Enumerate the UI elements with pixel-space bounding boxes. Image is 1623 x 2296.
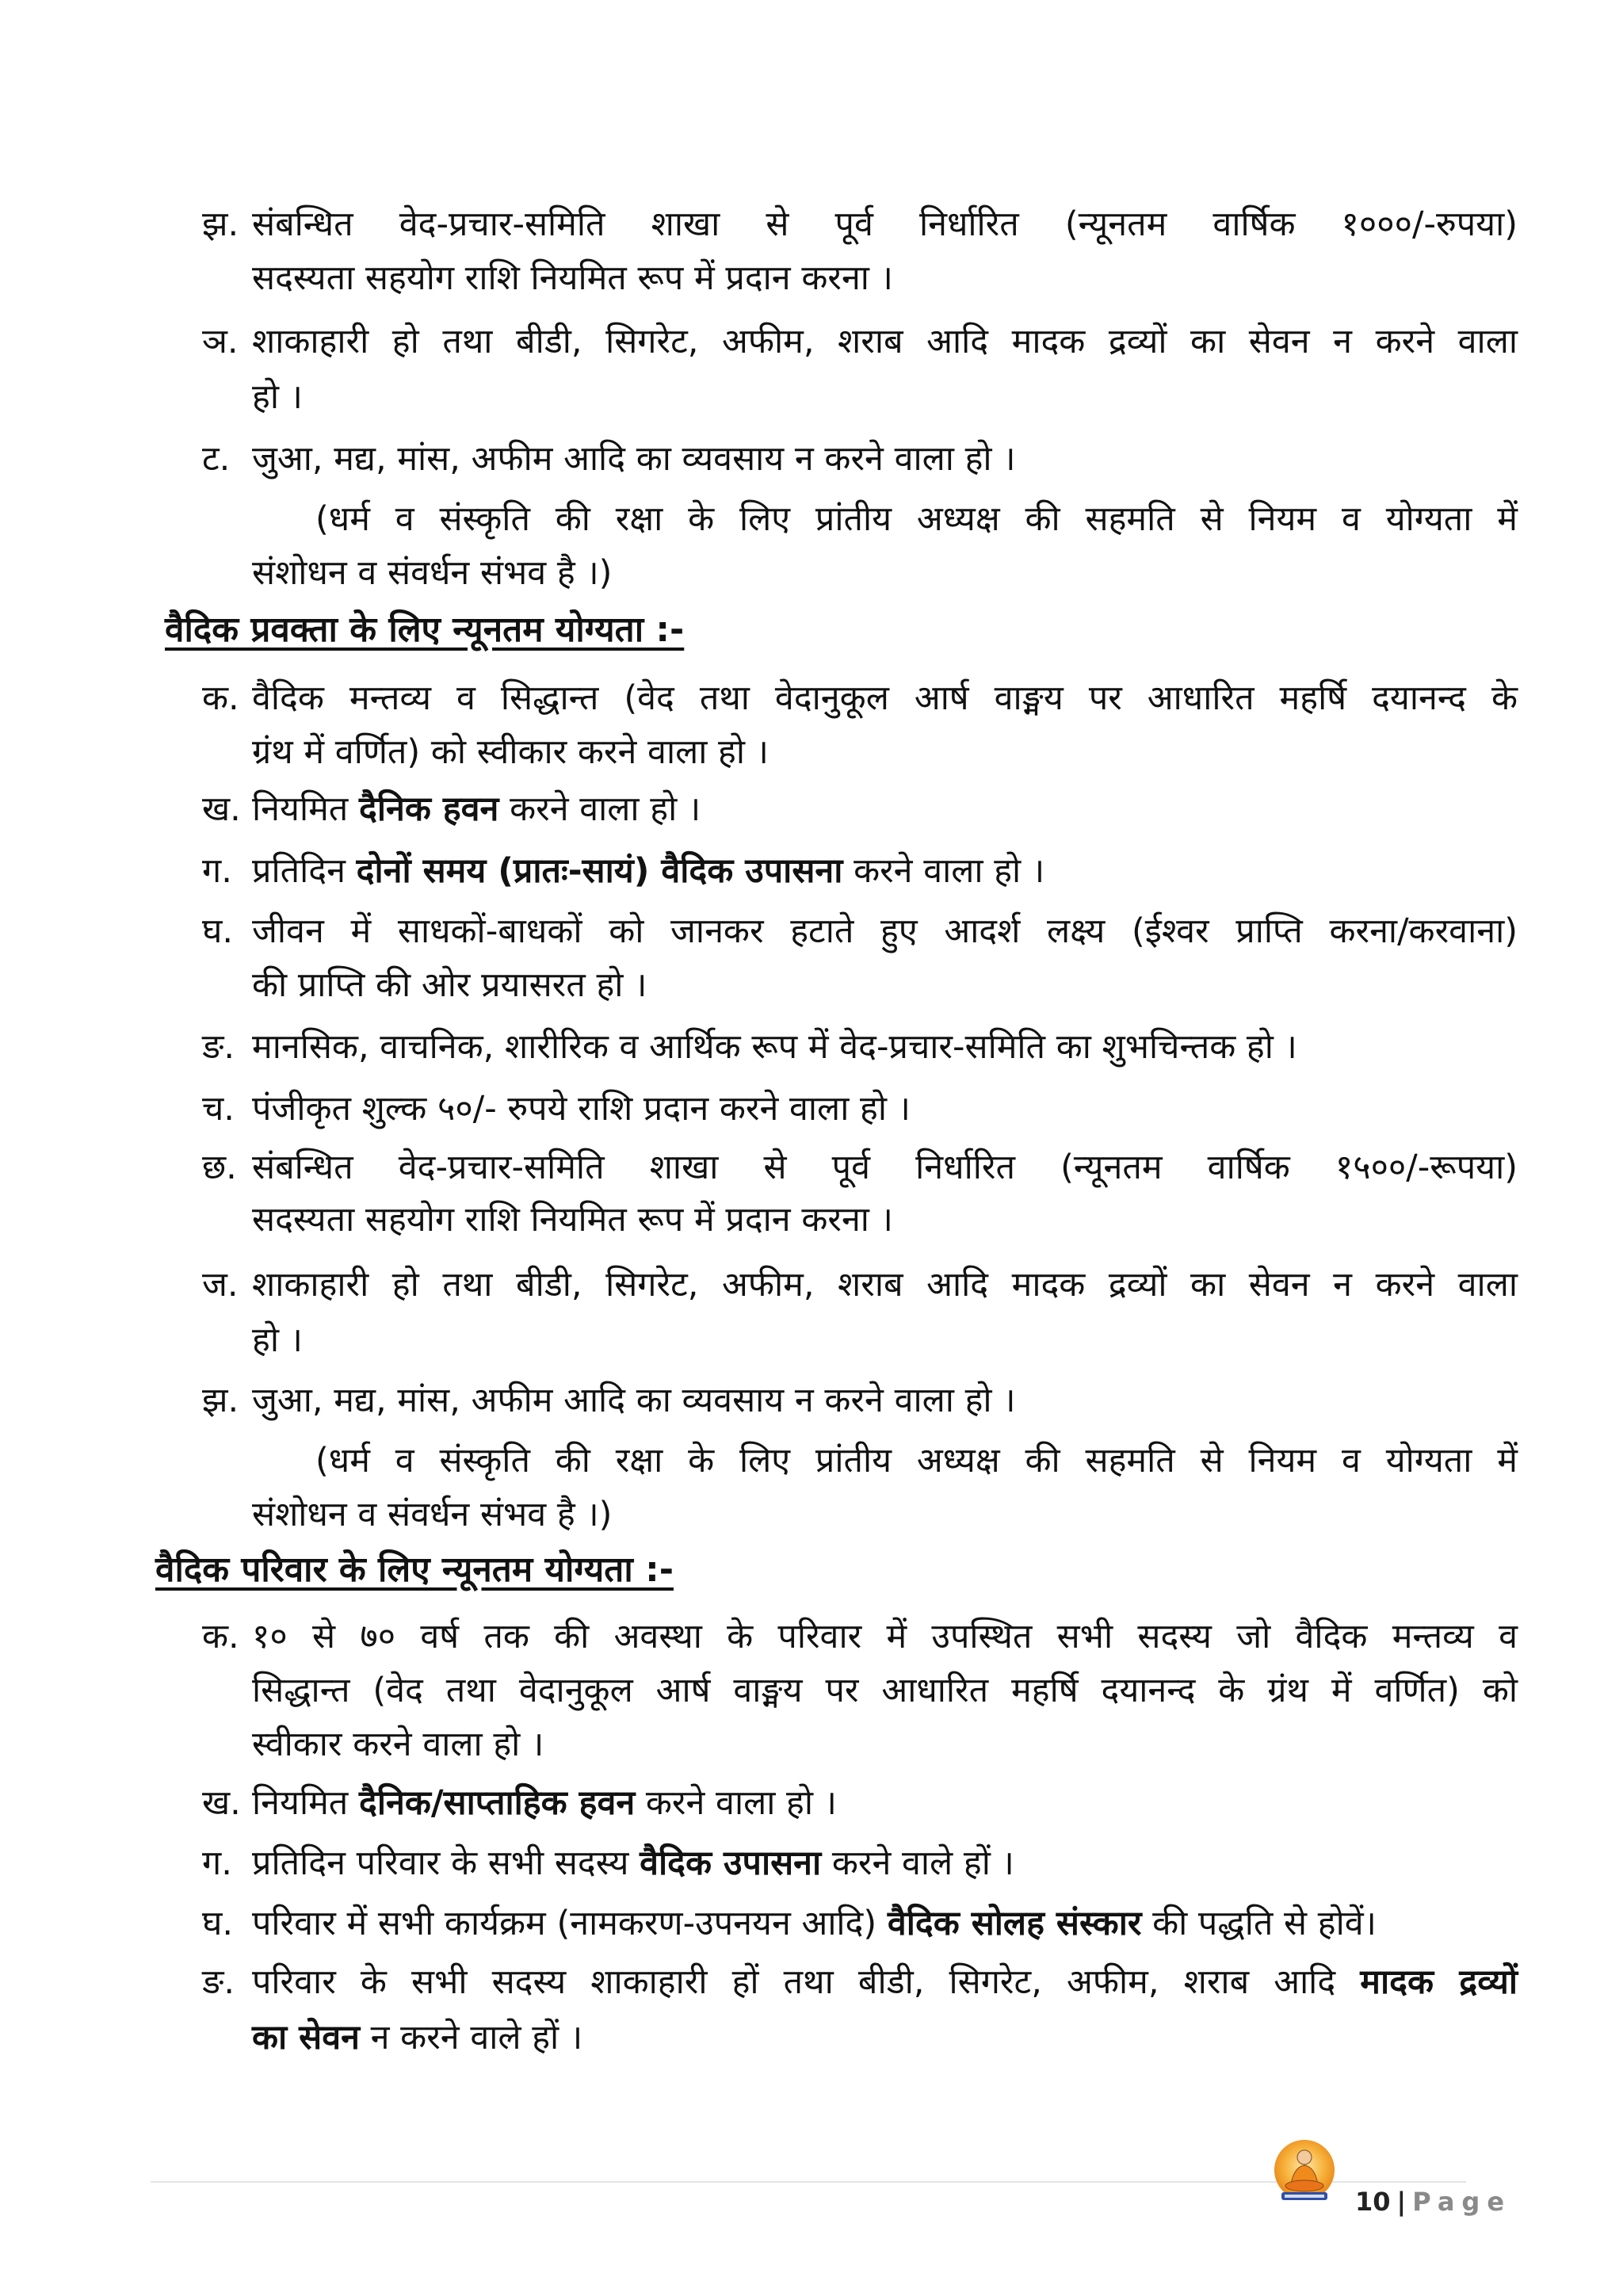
item-text: वैदिक मन्तव्य व सिद्धान्त (वेद तथा वेदानुकूल आर्ष वाङ्मय पर आधारित महर्षि दयानन्द के bbox=[252, 678, 1518, 718]
item-marker: ङ. bbox=[202, 1027, 235, 1067]
list-item bbox=[202, 1612, 1518, 1661]
item-marker: ग. bbox=[202, 1843, 232, 1883]
item-text: प्रतिदिन bbox=[252, 851, 357, 891]
item-text: मानसिक, वाचनिक, शारीरिक व आर्थिक रूप में वेद-प्रचार-समिति का शुभचिन्तक हो । bbox=[252, 1027, 1297, 1067]
item-text: पंजीकृत शुल्क ५०/- रुपये राशि प्रदान करने वाला हो । bbox=[252, 1089, 911, 1129]
item-marker: क. bbox=[202, 678, 239, 718]
page-number-separator: | bbox=[1396, 2187, 1407, 2217]
item-text: शाकाहारी हो तथा बीडी, सिगरेट, अफीम, शराब आदि मादक द्रव्यों का सेवन न करने वाला bbox=[252, 1265, 1518, 1305]
item-text: संबन्धित वेद-प्रचार-समिति शाखा से पूर्व निर्धारित (न्यूनतम वार्षिक १५००/-रूपया) bbox=[252, 1148, 1518, 1187]
item-text-continued bbox=[252, 2013, 1518, 2062]
item-text-continued: सदस्यता सहयोग राशि नियमित रूप में प्रदान करना । bbox=[252, 1200, 893, 1240]
item-marker: ज. bbox=[202, 1265, 239, 1305]
list-item bbox=[202, 317, 1518, 366]
list-item bbox=[202, 200, 1518, 249]
list-item bbox=[202, 1376, 1518, 1425]
list-item bbox=[202, 1839, 1518, 1888]
list-item bbox=[202, 1958, 1518, 2007]
note-text: (धर्म व संस्कृति की रक्षा के लिए प्रांतीय अध्यक्ष की सहमति से नियम व योग्यता में bbox=[315, 499, 1518, 539]
meditating-figure-icon bbox=[1270, 2138, 1338, 2206]
item-text: करने वाले हों । bbox=[821, 1843, 1014, 1883]
note-text-continued: संशोधन व संवर्धन संभव है ।) bbox=[252, 1495, 613, 1534]
item-marker: ख. bbox=[202, 789, 241, 829]
item-marker: ट. bbox=[202, 439, 231, 479]
page-label: Page bbox=[1412, 2187, 1512, 2217]
note-text-continued: संशोधन व संवर्धन संभव है ।) bbox=[252, 553, 613, 593]
list-item bbox=[202, 785, 1518, 834]
item-text-continued: ग्रंथ में वर्णित) को स्वीकार करने वाला हो । bbox=[252, 732, 769, 772]
item-text-bold: दैनिक/साप्ताहिक हवन bbox=[358, 1783, 636, 1823]
item-marker: ख. bbox=[202, 1783, 241, 1823]
item-text: जीवन में साधकों-बाधकों को जानकर हटाते हुए आदर्श लक्ष्य (ईश्वर प्राप्ति करना/करवाना) bbox=[252, 911, 1518, 951]
list-item bbox=[202, 1260, 1518, 1309]
item-text: करने वाला हो । bbox=[842, 851, 1045, 891]
list-item bbox=[202, 674, 1518, 723]
page-number-value: 10 bbox=[1355, 2187, 1391, 2217]
item-text-continued: हो । bbox=[252, 377, 303, 417]
item-text-continued: सदस्यता सहयोग राशि नियमित रूप में प्रदान करना । bbox=[252, 258, 893, 298]
page-number bbox=[1355, 2186, 1511, 2218]
item-text-continued: सिद्धान्त (वेद तथा वेदानुकूल आर्ष वाङ्मय पर आधारित महर्षि दयानन्द के ग्रंथ में वर्णित) को bbox=[252, 1671, 1518, 1710]
list-item bbox=[202, 1899, 1518, 1948]
item-text: की पद्धति से होवें। bbox=[1141, 1904, 1377, 1943]
item-marker: ङ. bbox=[202, 1962, 235, 2002]
item-text: नियमित bbox=[252, 1783, 359, 1823]
item-marker: ग. bbox=[202, 851, 232, 891]
item-text-continued: की प्राप्ति की ओर प्रयासरत हो । bbox=[252, 965, 647, 1005]
item-marker: घ. bbox=[202, 1904, 234, 1943]
list-item bbox=[202, 1143, 1518, 1192]
item-text-bold: का सेवन bbox=[252, 2018, 360, 2057]
item-marker: च. bbox=[202, 1089, 235, 1129]
item-text: परिवार के सभी सदस्य शाकाहारी हों तथा बीडी, सिगरेट, अफीम, शराब आदि bbox=[252, 1962, 1361, 2002]
list-item bbox=[202, 1022, 1518, 1072]
item-text-bold: वैदिक उपासना bbox=[640, 1843, 822, 1883]
item-marker: ञ. bbox=[202, 322, 239, 361]
list-item bbox=[202, 434, 1518, 483]
item-marker: क. bbox=[202, 1617, 239, 1656]
item-text: न करने वाले हों । bbox=[359, 2018, 583, 2057]
item-text: करने वाला हो । bbox=[635, 1783, 837, 1823]
note-text: (धर्म व संस्कृति की रक्षा के लिए प्रांतीय अध्यक्ष की सहमति से नियम व योग्यता में bbox=[315, 1441, 1518, 1480]
item-marker: झ. bbox=[202, 204, 239, 244]
item-text: नियमित bbox=[252, 789, 359, 829]
item-text: संबन्धित वेद-प्रचार-समिति शाखा से पूर्व निर्धारित (न्यूनतम वार्षिक १०००/-रुपया) bbox=[252, 204, 1518, 244]
section-heading: वैदिक परिवार के लिए न्यूनतम योग्यता :- bbox=[155, 1549, 674, 1590]
footer-divider bbox=[151, 2181, 1466, 2183]
list-item bbox=[202, 1084, 1518, 1133]
section-heading: वैदिक प्रवक्ता के लिए न्यूनतम योग्यता :- bbox=[165, 609, 685, 650]
item-text-bold: दोनों समय (प्रातः-सायं) वैदिक उपासना bbox=[356, 851, 843, 891]
item-text-bold: दैनिक हवन bbox=[358, 789, 499, 829]
list-item bbox=[202, 907, 1518, 956]
item-text: प्रतिदिन परिवार के सभी सदस्य bbox=[252, 1843, 640, 1883]
item-marker: झ. bbox=[202, 1381, 239, 1420]
item-text: शाकाहारी हो तथा बीडी, सिगरेट, अफीम, शराब आदि मादक द्रव्यों का सेवन न करने वाला bbox=[252, 322, 1518, 361]
item-text: जुआ, मद्य, मांस, अफीम आदि का व्यवसाय न करने वाला हो । bbox=[252, 1381, 1016, 1420]
organization-logo bbox=[1270, 2138, 1338, 2206]
item-text-continued: हो । bbox=[252, 1320, 303, 1360]
item-text: करने वाला हो । bbox=[498, 789, 701, 829]
item-text: १० से ७० वर्ष तक की अवस्था के परिवार में उपस्थित सभी सदस्य जो वैदिक मन्तव्य व bbox=[252, 1617, 1518, 1656]
item-marker: घ. bbox=[202, 911, 234, 951]
item-text-bold: मादक द्रव्यों bbox=[1360, 1962, 1518, 2002]
list-item bbox=[202, 1778, 1518, 1828]
item-marker: छ. bbox=[202, 1148, 237, 1187]
list-item bbox=[202, 846, 1518, 896]
item-text: जुआ, मद्य, मांस, अफीम आदि का व्यवसाय न करने वाला हो । bbox=[252, 439, 1016, 479]
item-text: परिवार में सभी कार्यक्रम (नामकरण-उपनयन आदि) bbox=[252, 1904, 888, 1943]
item-text-bold: वैदिक सोलह संस्कार bbox=[887, 1904, 1142, 1943]
item-text-continued: स्वीकार करने वाला हो । bbox=[252, 1725, 544, 1764]
